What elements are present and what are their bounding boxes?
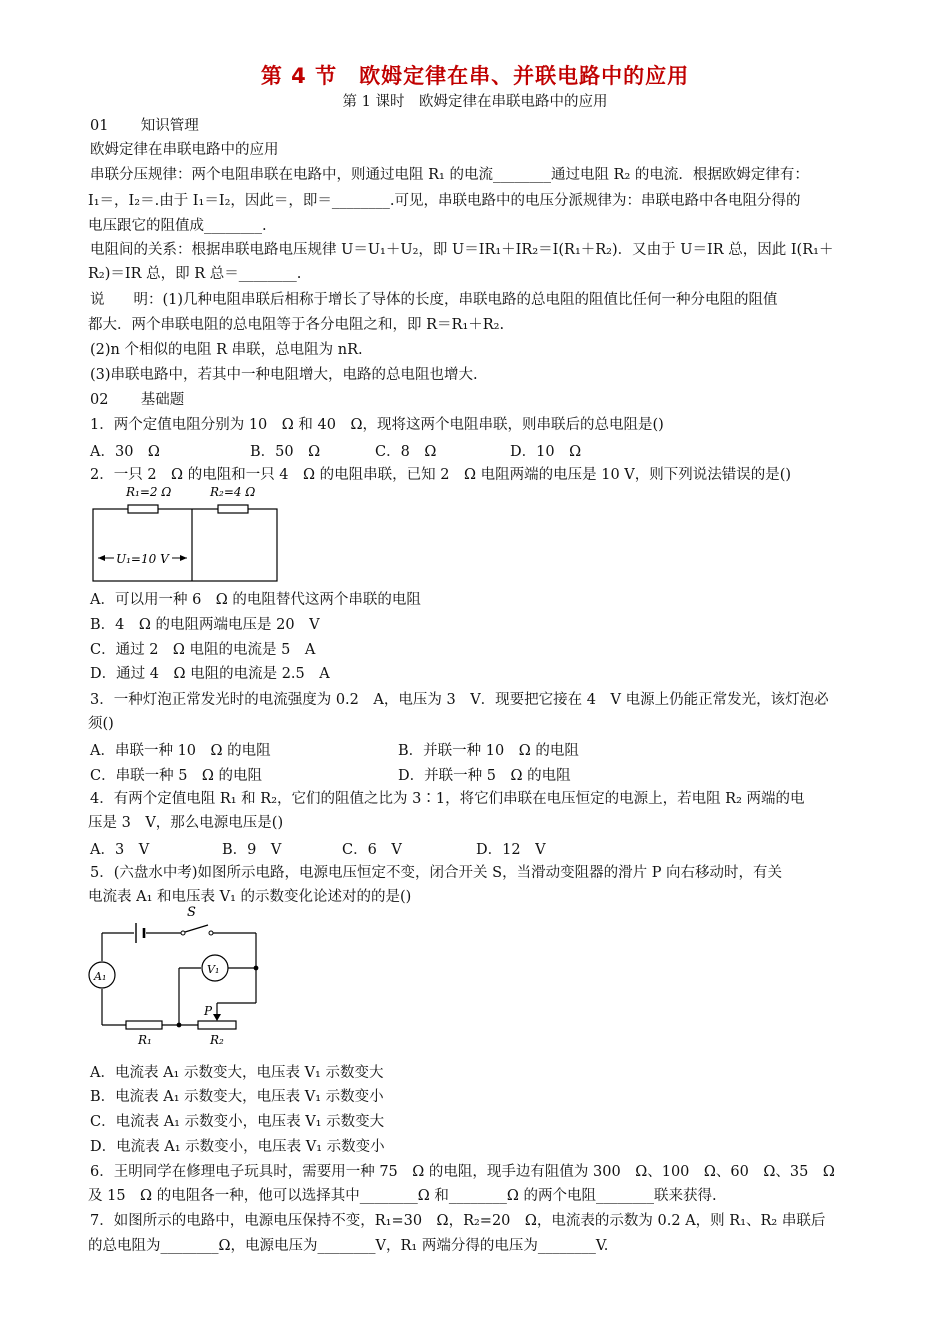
question-4-option-b: B．9 V	[222, 842, 282, 858]
switch-symbol	[185, 925, 208, 932]
section-name: 基础题	[140, 392, 185, 408]
section-name: 知识管理	[140, 118, 199, 134]
question-2-option-a: A．可以用一种 6 Ω 的电阻替代这两个串联的电阻	[90, 592, 421, 608]
question-7-stem: 7．如图所示的电路中，电源电压保持不变，R₁=30 Ω，R₂=20 Ω，电流表的示数为 0.2 A，则 R₁、R₂ 串联后	[90, 1213, 826, 1229]
resistor-r2-symbol	[198, 1021, 236, 1029]
section-number: 01	[90, 118, 109, 134]
question-5-option-b: B．电流表 A₁ 示数变大，电压表 V₁ 示数变小	[90, 1089, 384, 1105]
question-4-option-a: A．3 V	[90, 842, 150, 858]
question-5-option-c: C．电流表 A₁ 示数变小，电压表 V₁ 示数变大	[90, 1114, 385, 1130]
label-r2: R₂	[210, 1033, 224, 1047]
label-u1: U₁=10 V	[116, 552, 169, 566]
paragraph-line: 都大．两个串联电阻的总电阻等于各分电阻之和，即 R＝R₁＋R₂.	[88, 317, 505, 333]
question-4-stem-cont: 压是 3 V，那么电源电压是()	[88, 815, 284, 831]
section-number: 02	[90, 392, 109, 408]
question-3-stem: 3．一种灯泡正常发光时的电流强度为 0.2 A，电压为 3 V．现要把它接在 4 V 电源上仍能正常发光，该灯泡必	[90, 692, 829, 708]
question-6-stem-cont: 及 15 Ω 的电阻各一种，他可以选择其中________Ω 和________Ω 的两个电阻________联来获得.	[88, 1188, 717, 1204]
question-5-option-a: A．电流表 A₁ 示数变大，电压表 V₁ 示数变大	[90, 1065, 384, 1081]
label-r1: R₁	[138, 1033, 152, 1047]
question-2-circuit-diagram	[88, 482, 284, 582]
label-v1: V₁	[207, 963, 220, 976]
question-2-option-b: B．4 Ω 的电阻两端电压是 20 V	[90, 617, 320, 633]
question-4-option-d: D．12 V	[476, 842, 546, 858]
question-7-stem-cont: 的总电阻为________Ω，电源电压为________V，R₁ 两端分得的电压为________V.	[88, 1238, 609, 1254]
question-1-option-b: B．50 Ω	[250, 444, 321, 460]
question-3-stem-cont: 须()	[88, 716, 114, 732]
question-2-stem: 2．一只 2 Ω 的电阻和一只 4 Ω 的电阻串联，已知 2 Ω 电阻两端的电压是 10 V，则下列说法错误的是()	[90, 467, 792, 483]
question-5-option-d: D．电流表 A₁ 示数变小，电压表 V₁ 示数变小	[90, 1139, 385, 1155]
paragraph-line: (2)n 个相似的电阻 R 串联，总电阻为 nR.	[90, 342, 363, 358]
question-3-option-b: B．并联一种 10 Ω 的电阻	[398, 743, 579, 759]
question-1-option-c: C．8 Ω	[375, 444, 437, 460]
question-1-option-a: A．30 Ω	[90, 444, 160, 460]
resistor-r1-symbol	[126, 1021, 162, 1029]
question-2-option-c: C．通过 2 Ω 电阻的电流是 5 A	[90, 642, 316, 658]
question-5-stem: 5．(六盘水中考)如图所示电路，电源电压恒定不变，闭合开关 S，当滑动变阻器的滑片 P 向右移动时，有关	[90, 865, 783, 881]
question-5-stem-cont: 电流表 A₁ 和电压表 V₁ 的示数变化论述对的的是()	[88, 889, 412, 905]
question-4-stem: 4．有两个定值电阻 R₁ 和 R₂，它们的阻值之比为 3∶1，将它们串联在电压恒定的电源上，若电阻 R₂ 两端的电	[90, 791, 805, 807]
label-r2: R₂=4 Ω	[210, 485, 256, 499]
paragraph-line: 串联分压规律：两个电阻串联在电路中，则通过电阻 R₁ 的电流________通过电阻 R₂ 的电流．根据欧姆定律有：	[90, 167, 809, 183]
paragraph-line: 电压跟它的阻值成________.	[88, 218, 267, 234]
label-a1: A₁	[94, 970, 107, 983]
paragraph-line: (3)串联电路中，若其中一种电阻增大，电路的总电阻也增大.	[90, 367, 478, 383]
section-01-heading	[90, 116, 890, 136]
paragraph-line: R₂)＝IR 总，即 R 总＝________.	[88, 266, 302, 282]
slider-p-arrow	[213, 1014, 221, 1021]
section-02-heading	[90, 390, 890, 410]
paragraph-line: I₁＝，I₂＝.由于 I₁＝I₂，因此＝，即＝________.可见，串联电路中的电压分派规律为：串联电路中各电阻分得的	[88, 193, 801, 209]
label-p: P	[204, 1004, 213, 1018]
label-r1: R₁=2 Ω	[126, 485, 172, 499]
question-1-option-d: D．10 Ω	[510, 444, 582, 460]
question-2-option-d: D．通过 4 Ω 电阻的电流是 2.5 A	[90, 666, 330, 682]
resistor-r1-symbol	[128, 505, 158, 513]
question-3-option-d: D．并联一种 5 Ω 的电阻	[398, 768, 571, 784]
topic-heading: 欧姆定律在串联电路中的应用	[90, 142, 279, 158]
paragraph-line: 电阻间的关系：根据串联电路电压规律 U＝U₁＋U₂，即 U＝IR₁＋IR₂＝I(R₁＋R₂)．又由于 U＝IR 总，因此 I(R₁＋	[90, 242, 834, 258]
question-3-option-c: C．串联一种 5 Ω 的电阻	[90, 768, 263, 784]
resistor-r2-symbol	[218, 505, 248, 513]
label-s: S	[187, 905, 196, 920]
question-1-stem: 1．两个定值电阻分别为 10 Ω 和 40 Ω，现将这两个电阻串联，则串联后的总电阻是()	[90, 417, 664, 433]
question-6-stem: 6．王明同学在修理电子玩具时，需要用一种 75 Ω 的电阻，现手边有阻值为 300 Ω、100 Ω、60 Ω、35 Ω	[90, 1164, 835, 1180]
question-4-option-c: C．6 V	[342, 842, 402, 858]
lesson-subtitle: 第 1 课时 欧姆定律在串联电路中的应用	[342, 94, 608, 110]
question-3-option-a: A．串联一种 10 Ω 的电阻	[90, 743, 271, 759]
section-title: 第 4 节 欧姆定律在串、并联电路中的应用	[260, 64, 690, 88]
question-5-circuit-diagram	[86, 903, 276, 1053]
paragraph-line: 说 明：(1)几种电阻串联后相称于增长了导体的长度，串联电路的总电阻的阻值比任何一种分电阻的阻值	[90, 292, 778, 308]
